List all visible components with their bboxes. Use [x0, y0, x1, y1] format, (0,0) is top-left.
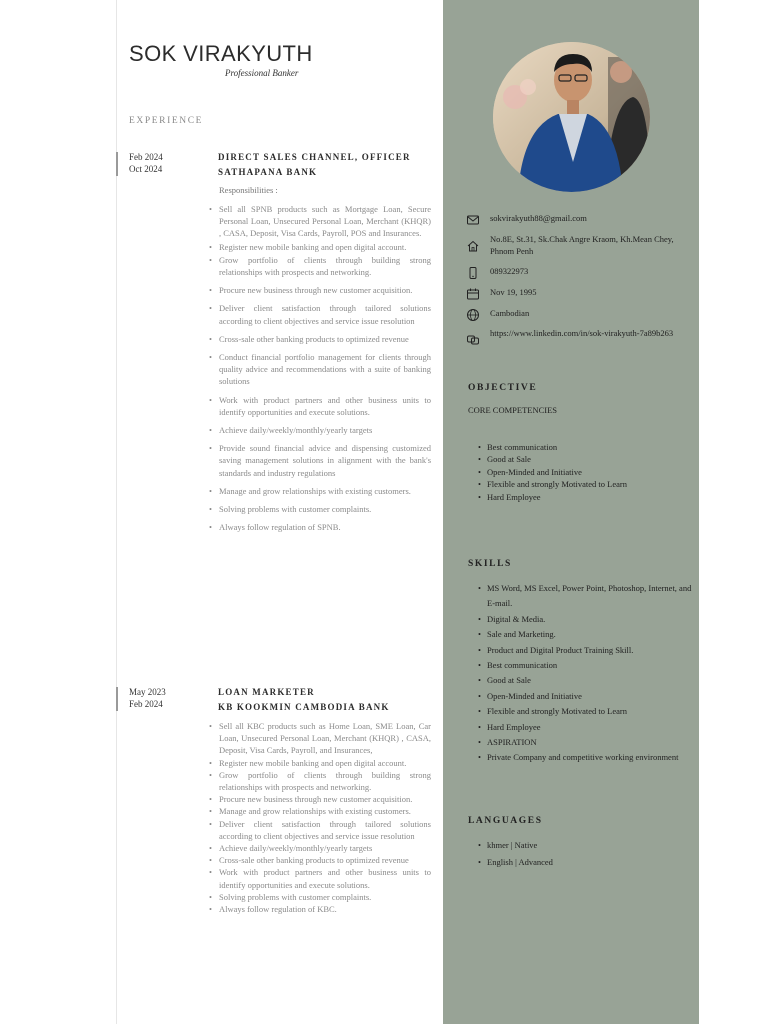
- phone-text[interactable]: 089322973: [490, 266, 529, 276]
- experience-heading: EXPERIENCE: [129, 116, 204, 126]
- list-item: • Cross-sale other banking products to optimized revenue: [219, 333, 431, 345]
- link-icon: [466, 333, 480, 347]
- list-item: • Good at Sale: [487, 673, 697, 688]
- list-item: • Sell all SPNB products such as Mortgage Loan, Secure Personal Loan, Unsecured Personal Loan, Merchant (KHQR) , CASA, Deposit, Visa Cards, Payroll, POS and Insurances.: [219, 203, 431, 240]
- competency-list: [477, 441, 697, 503]
- list-item: • Always follow regulation of KBC.: [219, 903, 431, 915]
- employer-name: KB KOOKMIN CAMBODIA BANK: [218, 702, 390, 712]
- list-item: • Provide sound financial advice and dispensing customized saving management solutions in alignment with the bank's standards and industry regulations: [219, 442, 431, 479]
- languages-heading: LANGUAGES: [468, 816, 543, 826]
- responsibilities-label: Responsibilities :: [219, 185, 278, 195]
- candidate-title: Professional Banker: [225, 68, 299, 78]
- mail-icon: [466, 213, 480, 227]
- list-item: • Procure new business through new customer acquisition.: [219, 284, 431, 296]
- list-item: • Procure new business through new customer acquisition.: [219, 793, 431, 805]
- nationality-text: Cambodian: [490, 308, 530, 318]
- end-date: Oct 2024: [129, 163, 163, 174]
- end-date: Feb 2024: [129, 698, 163, 709]
- list-item: • Sale and Marketing.: [487, 627, 697, 642]
- list-item: • Best communication: [487, 658, 697, 673]
- list-item: • Private Company and competitive working environment: [487, 750, 697, 765]
- list-item: • ASPIRATION: [487, 735, 697, 750]
- list-item: • Achieve daily/weekly/monthly/yearly targets: [219, 842, 431, 854]
- list-item: • Grow portfolio of clients through building strong relationships with prospects and networking.: [219, 254, 431, 278]
- list-item: • Hard Employee: [487, 491, 697, 503]
- job-role: [218, 685, 390, 715]
- languages-list: [477, 837, 697, 871]
- list-item: • Cross-sale other banking products to optimized revenue: [219, 854, 431, 866]
- list-item: • Product and Digital Product Training Skill.: [487, 643, 697, 658]
- date-marker: [116, 687, 118, 711]
- job-role: [218, 150, 411, 180]
- list-item: • Sell all KBC products such as Home Loan, SME Loan, Car Loan, Unsecured Personal Loan, Merchant (KHQR) , CASA, Deposit, Visa Cards, Payroll, and Insurances,: [219, 720, 431, 757]
- list-item: • Deliver client satisfaction through tailored solutions according to client objectives and service issue resolution: [219, 302, 431, 326]
- list-item: • Open-Minded and Initiative: [487, 689, 697, 704]
- list-item: • Solving problems with customer complaints.: [219, 891, 431, 903]
- list-item: • Work with product partners and other business units to identify opportunities and execute solutions.: [219, 866, 431, 890]
- address-text: No.8E, St.31, Sk.Chak Angre Kraom, Kh.Mean Chey, Phnom Penh: [490, 234, 674, 256]
- list-item: • Conduct financial portfolio management for clients through quality advice and recommendations with a suite of banking solutions: [219, 351, 431, 388]
- calendar-icon: [466, 287, 480, 301]
- list-item: • Open-Minded and Initiative: [487, 466, 697, 478]
- list-item: • Always follow regulation of SPNB.: [219, 521, 431, 533]
- list-item: • Digital & Media.: [487, 612, 697, 627]
- list-item: • Good at Sale: [487, 453, 697, 465]
- linkedin-url[interactable]: https://www.linkedin.com/in/sok-virakyuth-7a89b263: [490, 328, 674, 338]
- phone-icon: [466, 266, 480, 280]
- list-item: • Flexible and strongly Motivated to Learn: [487, 704, 697, 719]
- date-marker: [116, 152, 118, 176]
- start-date: May 2023: [129, 687, 166, 697]
- list-item: • Grow portfolio of clients through building strong relationships with prospects and networking.: [219, 769, 431, 793]
- list-item: • Deliver client satisfaction through tailored solutions according to client objectives and service issue resolution: [219, 818, 431, 842]
- list-item: • Register new mobile banking and open digital account.: [219, 757, 431, 769]
- globe-icon: [466, 308, 480, 322]
- job-dates: [129, 152, 163, 175]
- birthdate-text: Nov 19, 1995: [490, 287, 537, 297]
- candidate-name: SOK VIRAKYUTH: [129, 41, 313, 66]
- skills-list: [477, 581, 697, 766]
- list-item: • khmer | Native: [487, 837, 697, 854]
- profile-photo: [493, 42, 650, 192]
- employer-name: SATHAPANA BANK: [218, 167, 318, 177]
- skills-heading: SKILLS: [468, 559, 512, 569]
- list-item: • Manage and grow relationships with existing customers.: [219, 485, 431, 497]
- list-item: • Register new mobile banking and open digital account.: [219, 241, 431, 253]
- list-item: • Manage and grow relationships with existing customers.: [219, 805, 431, 817]
- home-icon: [466, 239, 480, 253]
- list-item: • Work with product partners and other business units to identify opportunities and execute solutions.: [219, 394, 431, 418]
- email-text[interactable]: sokvirakyuth88@gmail.com: [490, 213, 587, 223]
- job-title: LOAN MARKETER: [218, 687, 315, 697]
- job-dates: [129, 687, 166, 710]
- list-item: • Flexible and strongly Motivated to Learn: [487, 478, 697, 490]
- list-item: • Achieve daily/weekly/monthly/yearly targets: [219, 424, 431, 436]
- list-item: • English | Advanced: [487, 854, 697, 871]
- list-item: • MS Word, MS Excel, Power Point, Photoshop, Internet, and E-mail.: [487, 581, 697, 612]
- core-competencies-heading: CORE COMPETENCIES: [468, 405, 558, 415]
- job-title: DIRECT SALES CHANNEL, OFFICER: [218, 152, 411, 162]
- objective-heading: OBJECTIVE: [468, 383, 538, 393]
- start-date: Feb 2024: [129, 152, 163, 162]
- list-item: • Solving problems with customer complaints.: [219, 503, 431, 515]
- responsibility-list: [207, 720, 431, 915]
- responsibility-list: [207, 203, 431, 533]
- list-item: • Hard Employee: [487, 720, 697, 735]
- list-item: • Best communication: [487, 441, 697, 453]
